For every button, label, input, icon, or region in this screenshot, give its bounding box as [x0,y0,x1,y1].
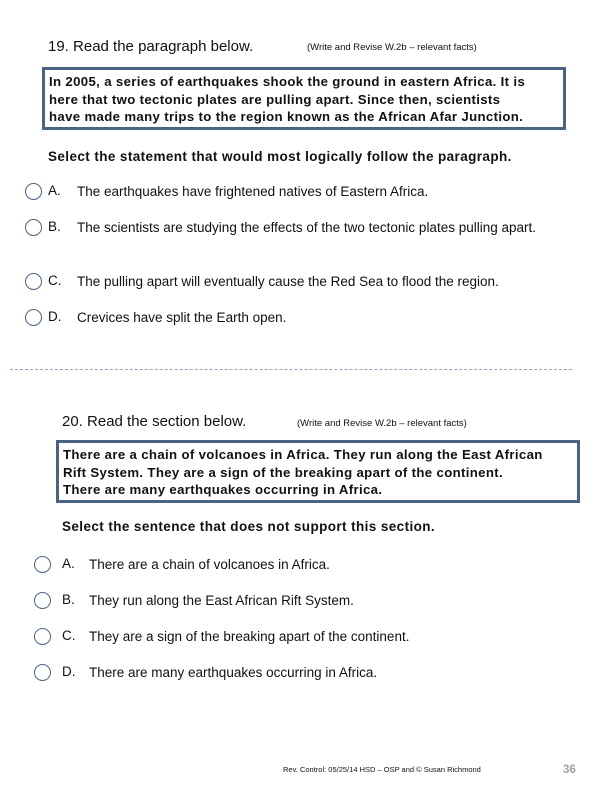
q19-title: 19. Read the paragraph below. [48,38,254,55]
q19-standard-note: (Write and Revise W.2b – relevant facts) [307,42,477,53]
q19-option-b-letter: B. [48,219,61,234]
q20-option-b-radio[interactable] [34,592,51,609]
q20-option-d-text: There are many earthquakes occurring in Africa. [89,665,378,680]
q19-option-c-text: The pulling apart will eventually cause the Red Sea to flood the region. [77,274,499,289]
q19-option-d-radio[interactable] [25,309,42,326]
q19-passage-line: In 2005, a series of earthquakes shook the ground in eastern Africa. It is [49,74,526,89]
q20-option-d-radio[interactable] [34,664,51,681]
q20-passage-line: Rift System. They are a sign of the breaking apart of the continent. [63,464,504,480]
q19-option-a-radio[interactable] [25,183,42,200]
q20-passage-line: There are many earthquakes occurring in Africa. [63,482,383,497]
q19-option-b-radio[interactable] [25,219,42,236]
q19-passage-line: have made many trips to the region known as the African Afar Junction. [49,109,524,124]
q19-passage-box [42,67,566,130]
q20-option-a-letter: A. [62,556,75,571]
footer-revision-note: Rev. Control: 05/25/14 HSD – OSP and © Susan Richmond [283,765,481,774]
q20-title: 20. Read the section below. [62,413,247,430]
q20-option-c-text: They are a sign of the breaking apart of the continent. [89,629,410,644]
q19-option-c-radio[interactable] [25,273,42,290]
q19-option-a-text: The earthquakes have frightened natives of Eastern Africa. [77,184,429,199]
q20-prompt: Select the sentence that does not support this section. [62,519,436,534]
q20-option-d-letter: D. [62,664,76,679]
q19-passage-line: here that two tectonic plates are pulling apart. Since then, scientists [49,91,501,107]
q20-option-c-letter: C. [62,628,76,643]
q20-option-a-text: There are a chain of volcanoes in Africa. [89,557,330,572]
q20-standard-note: (Write and Revise W.2b – relevant facts) [297,418,467,429]
q20-passage-line: There are a chain of volcanoes in Africa. They run along the East African [63,447,543,462]
q19-option-b-text: The scientists are studying the effects of the two tectonic plates pulling apart. [77,220,537,235]
q19-option-a-letter: A. [48,183,61,198]
q20-option-b-text: They run along the East African Rift System. [89,593,354,608]
section-divider [10,369,572,370]
q20-option-a-radio[interactable] [34,556,51,573]
q20-option-c-radio[interactable] [34,628,51,645]
q19-prompt: Select the statement that would most logically follow the paragraph. [48,149,512,164]
q20-passage-box [56,440,580,503]
q19-option-c-letter: C. [48,273,62,288]
page-number: 36 [563,764,576,776]
q19-option-d-letter: D. [48,309,62,324]
q19-option-d-text: Crevices have split the Earth open. [77,310,287,325]
q20-option-b-letter: B. [62,592,75,607]
